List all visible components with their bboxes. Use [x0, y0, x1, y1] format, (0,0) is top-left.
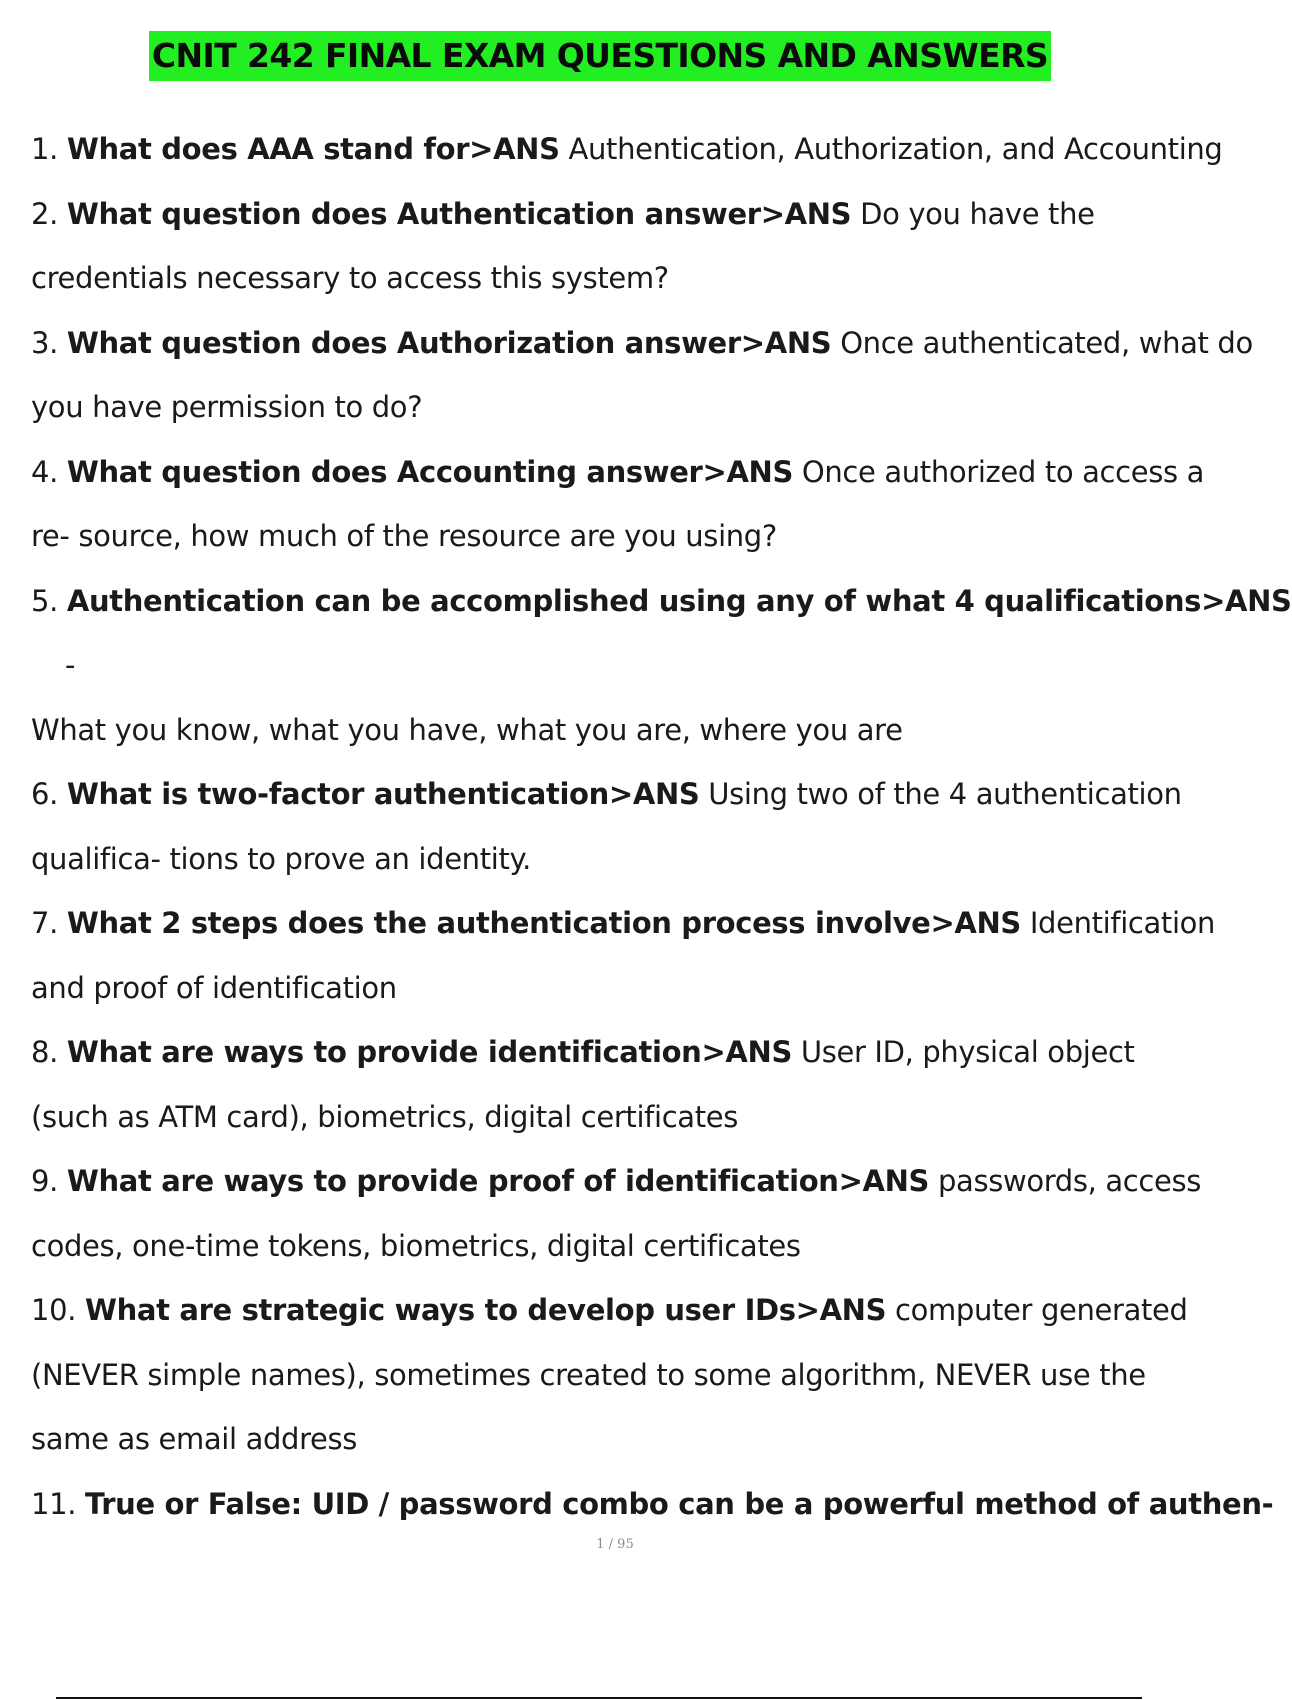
- answer-text: Do you have the: [860, 196, 1095, 231]
- question-text: True or False: UID / password combo can be a powerful method of authen-: [84, 1486, 1274, 1521]
- qa-item-8: [31, 1020, 1200, 1085]
- answer-text: Identification: [1029, 906, 1216, 940]
- item-number: 7.: [31, 906, 58, 940]
- question-text: What are ways to provide proof of identification>ANS: [66, 1164, 930, 1198]
- question-text: What are ways to provide identification>ANS: [66, 1035, 792, 1069]
- item-number: 1.: [31, 132, 58, 166]
- item-number: 4.: [31, 454, 58, 489]
- footer-divider: [56, 1697, 1142, 1699]
- qa-item-2: [31, 182, 1200, 247]
- answer-text: User ID, physical object: [800, 1035, 1135, 1069]
- qa-item-5: [31, 569, 1292, 634]
- answer-continuation: (NEVER simple names), sometimes created to some algorithm, NEVER use the: [31, 1357, 1146, 1392]
- item-number: 8.: [31, 1035, 58, 1069]
- answer-continuation: you have permission to do?: [31, 390, 423, 424]
- answer-continuation: (such as ATM card), biometrics, digital certificates: [31, 1099, 738, 1134]
- question-text: What is two-factor authentication>ANS: [66, 777, 700, 811]
- answer-text: Authentication, Authorization, and Accounting: [568, 132, 1223, 166]
- qa-list: [31, 117, 1292, 1536]
- item-number: 10.: [31, 1293, 77, 1327]
- item-number: 3.: [31, 325, 58, 360]
- qa-item-4: [31, 440, 1205, 505]
- question-text: What does AAA stand for>ANS: [66, 132, 560, 166]
- qa-item-6: [31, 762, 1200, 827]
- answer-continuation: same as email address: [31, 1422, 358, 1456]
- question-text: What question does Authentication answer>ANS: [66, 196, 852, 231]
- question-text: What are strategic ways to develop user IDs>ANS: [84, 1293, 887, 1327]
- question-text: What question does Accounting answer>ANS: [66, 454, 794, 489]
- item-number: 11.: [31, 1486, 77, 1521]
- item-number: 2.: [31, 196, 58, 231]
- answer-continuation: qualifica- tions to prove an identity.: [31, 841, 532, 876]
- answer-continuation: and proof of identification: [31, 970, 397, 1005]
- qa-item-11: [31, 1472, 1274, 1537]
- qa-item-10: [31, 1278, 1200, 1343]
- document-title: CNIT 242 FINAL EXAM QUESTIONS AND ANSWERS: [149, 31, 1051, 81]
- answer-continuation: What you know, what you have, what you are, where you are: [31, 712, 903, 747]
- answer-continuation: codes, one-time tokens, biometrics, digital certificates: [31, 1228, 801, 1263]
- qa-item-1: [31, 117, 1223, 182]
- qa-item-9: [31, 1149, 1200, 1214]
- item-number: 6.: [31, 777, 58, 811]
- qa-item-7: [31, 891, 1216, 956]
- answer-text: passwords, access: [937, 1164, 1201, 1198]
- answer-text: Using two of the 4 authentication: [708, 777, 1182, 811]
- answer-dash: -: [65, 648, 76, 682]
- answer-continuation: re- source, how much of the resource are you using?: [31, 519, 777, 553]
- answer-continuation: credentials necessary to access this system?: [31, 261, 669, 295]
- item-number: 9.: [31, 1164, 58, 1198]
- question-text: Authentication can be accomplished using any of what 4 qualifications>ANS: [66, 583, 1292, 618]
- title-container: [0, 31, 1200, 81]
- answer-text: Once authorized to access a: [801, 454, 1205, 489]
- question-text: What 2 steps does the authentication process involve>ANS: [66, 906, 1021, 940]
- answer-text: computer generated: [895, 1293, 1188, 1327]
- page-number: 1 / 95: [596, 1537, 634, 1552]
- question-text: What question does Authorization answer>ANS: [66, 325, 832, 360]
- item-number: 5.: [31, 583, 58, 618]
- answer-text: Once authenticated, what do: [840, 325, 1253, 360]
- qa-item-3: [31, 311, 1253, 376]
